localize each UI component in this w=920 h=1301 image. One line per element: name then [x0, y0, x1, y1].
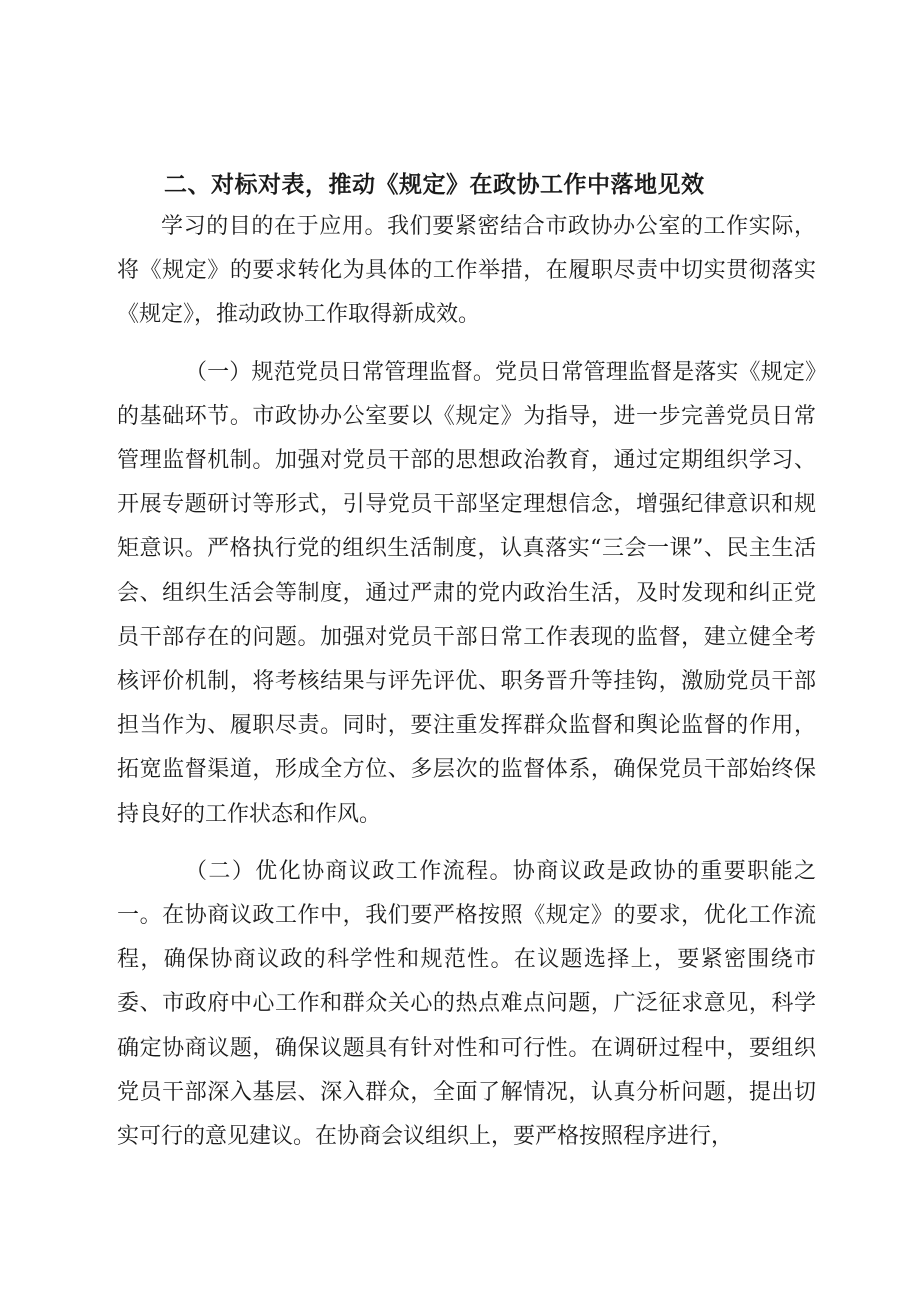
paragraph-intro: 学习的目的在于应用。我们要紧密结合市政协办公室的工作实际，将《规定》的要求转化为具体的工作举措，在履职尽责中切实贯彻落实《规定》，推动政协工作取得新成效。: [117, 214, 816, 328]
paragraph-section-one: （一）规范党员日常管理监督。党员日常管理监督是落实《规定》的基础环节。市政协办公室要以《规定》为指导，进一步完善党员日常管理监督机制。加强对党员干部的思想政治教育，通过定期组织学习、开展专题研讨等形式，引导党员干部坚定理想信念，增强纪律意识和规矩意识。严格执行党的组织生活制度，认真落实“三会一课”、民主生活会、组织生活会等制度，通过严肃的党内政治生活，及时发现和纠正党员干部存在的问题。加强对党员干部日常工作表现的监督，建立健全考核评价机制，将考核结果与评先评优、职务晋升等挂钩，激励党员干部担当作为、履职尽责。同时，要注重发挥群众监督和舆论监督的作用，拓宽监督渠道，形成全方位、多层次的监督体系，确保党员干部始终保持良好的工作状态和作风。: [117, 359, 816, 827]
paragraph-section-two: （二）优化协商议政工作流程。协商议政是政协的重要职能之一。在协商议政工作中，我们要严格按照《规定》的要求，优化工作流程，确保协商议政的科学性和规范性。在议题选择上，要紧密围绕市委、市政府中心工作和群众关心的热点难点问题，广泛征求意见，科学确定协商议题，确保议题具有针对性和可行性。在调研过程中，要组织党员干部深入基层、深入群众，全面了解情况，认真分析问题，提出切实可行的意见建议。在协商会议组织上，要严格按照程序进行，: [117, 858, 816, 1150]
section-heading: 二、对标对表，推动《规定》在政协工作中落地见效: [164, 172, 705, 198]
